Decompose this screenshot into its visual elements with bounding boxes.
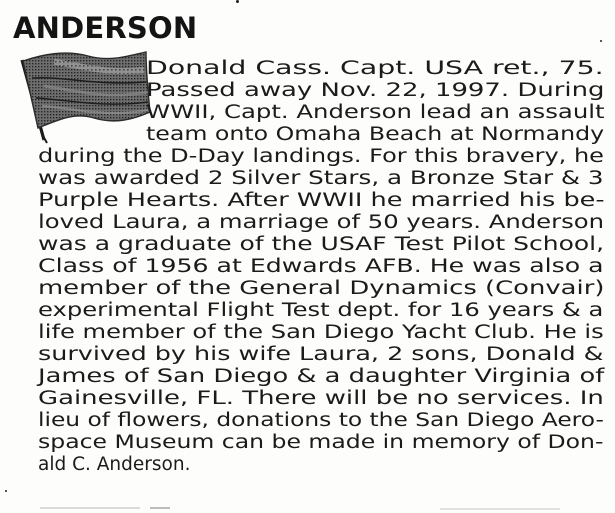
obituary-name-heading: ANDERSON xyxy=(13,11,198,45)
obituary-text-line: James of San Diego & a daughter Virginia of xyxy=(38,366,605,387)
obituary-text-line: lieu of flowers, donations to the San Diego Aero- xyxy=(38,410,604,431)
obituary-text-line: was a graduate of the USAF Test Pilot School, xyxy=(38,234,605,255)
obituary-text-line: Purple Hearts. After WWII he married his be- xyxy=(38,190,605,211)
obituary-text-line: WWII, Capt. Anderson lead an assault xyxy=(146,102,605,123)
print-speck xyxy=(5,490,7,492)
waving-flag-icon xyxy=(14,48,152,144)
obituary-text-line: was awarded 2 Silver Stars, a Bronze Star & 3 xyxy=(38,168,604,189)
obituary-text-line: team onto Omaha Beach at Normandy xyxy=(146,124,605,145)
obituary-text-line: ald C. Anderson. xyxy=(38,454,191,475)
obituary-text-line: loved Laura, a marriage of 50 years. Anderson xyxy=(38,212,605,233)
obituary-text-line: Passed away Nov. 22, 1997. During xyxy=(146,80,605,101)
print-speck xyxy=(600,40,602,42)
torn-bottom-edge xyxy=(0,504,615,513)
obituary-text-line: space Museum can be made in memory of Don- xyxy=(38,432,604,453)
obituary-text-line: member of the General Dynamics (Convair) xyxy=(38,278,605,299)
obituary-text-line: survived by his wife Laura, 2 sons, Donald & xyxy=(38,344,604,365)
print-speck xyxy=(236,0,239,3)
obituary-text-line: life member of the San Diego Yacht Club. He is xyxy=(38,322,604,343)
obituary-text-line: experimental Flight Test dept. for 16 years & a xyxy=(38,300,604,321)
obituary-text-line: Donald Cass. Capt. USA ret., 75. xyxy=(146,58,604,79)
obituary-text-line: Class of 1956 at Edwards AFB. He was also a xyxy=(38,256,604,277)
obituary-text-line: during the D-Day landings. For this bravery, he xyxy=(38,146,604,167)
obituary-text-line: Gainesville, FL. There will be no services. In xyxy=(38,388,604,409)
